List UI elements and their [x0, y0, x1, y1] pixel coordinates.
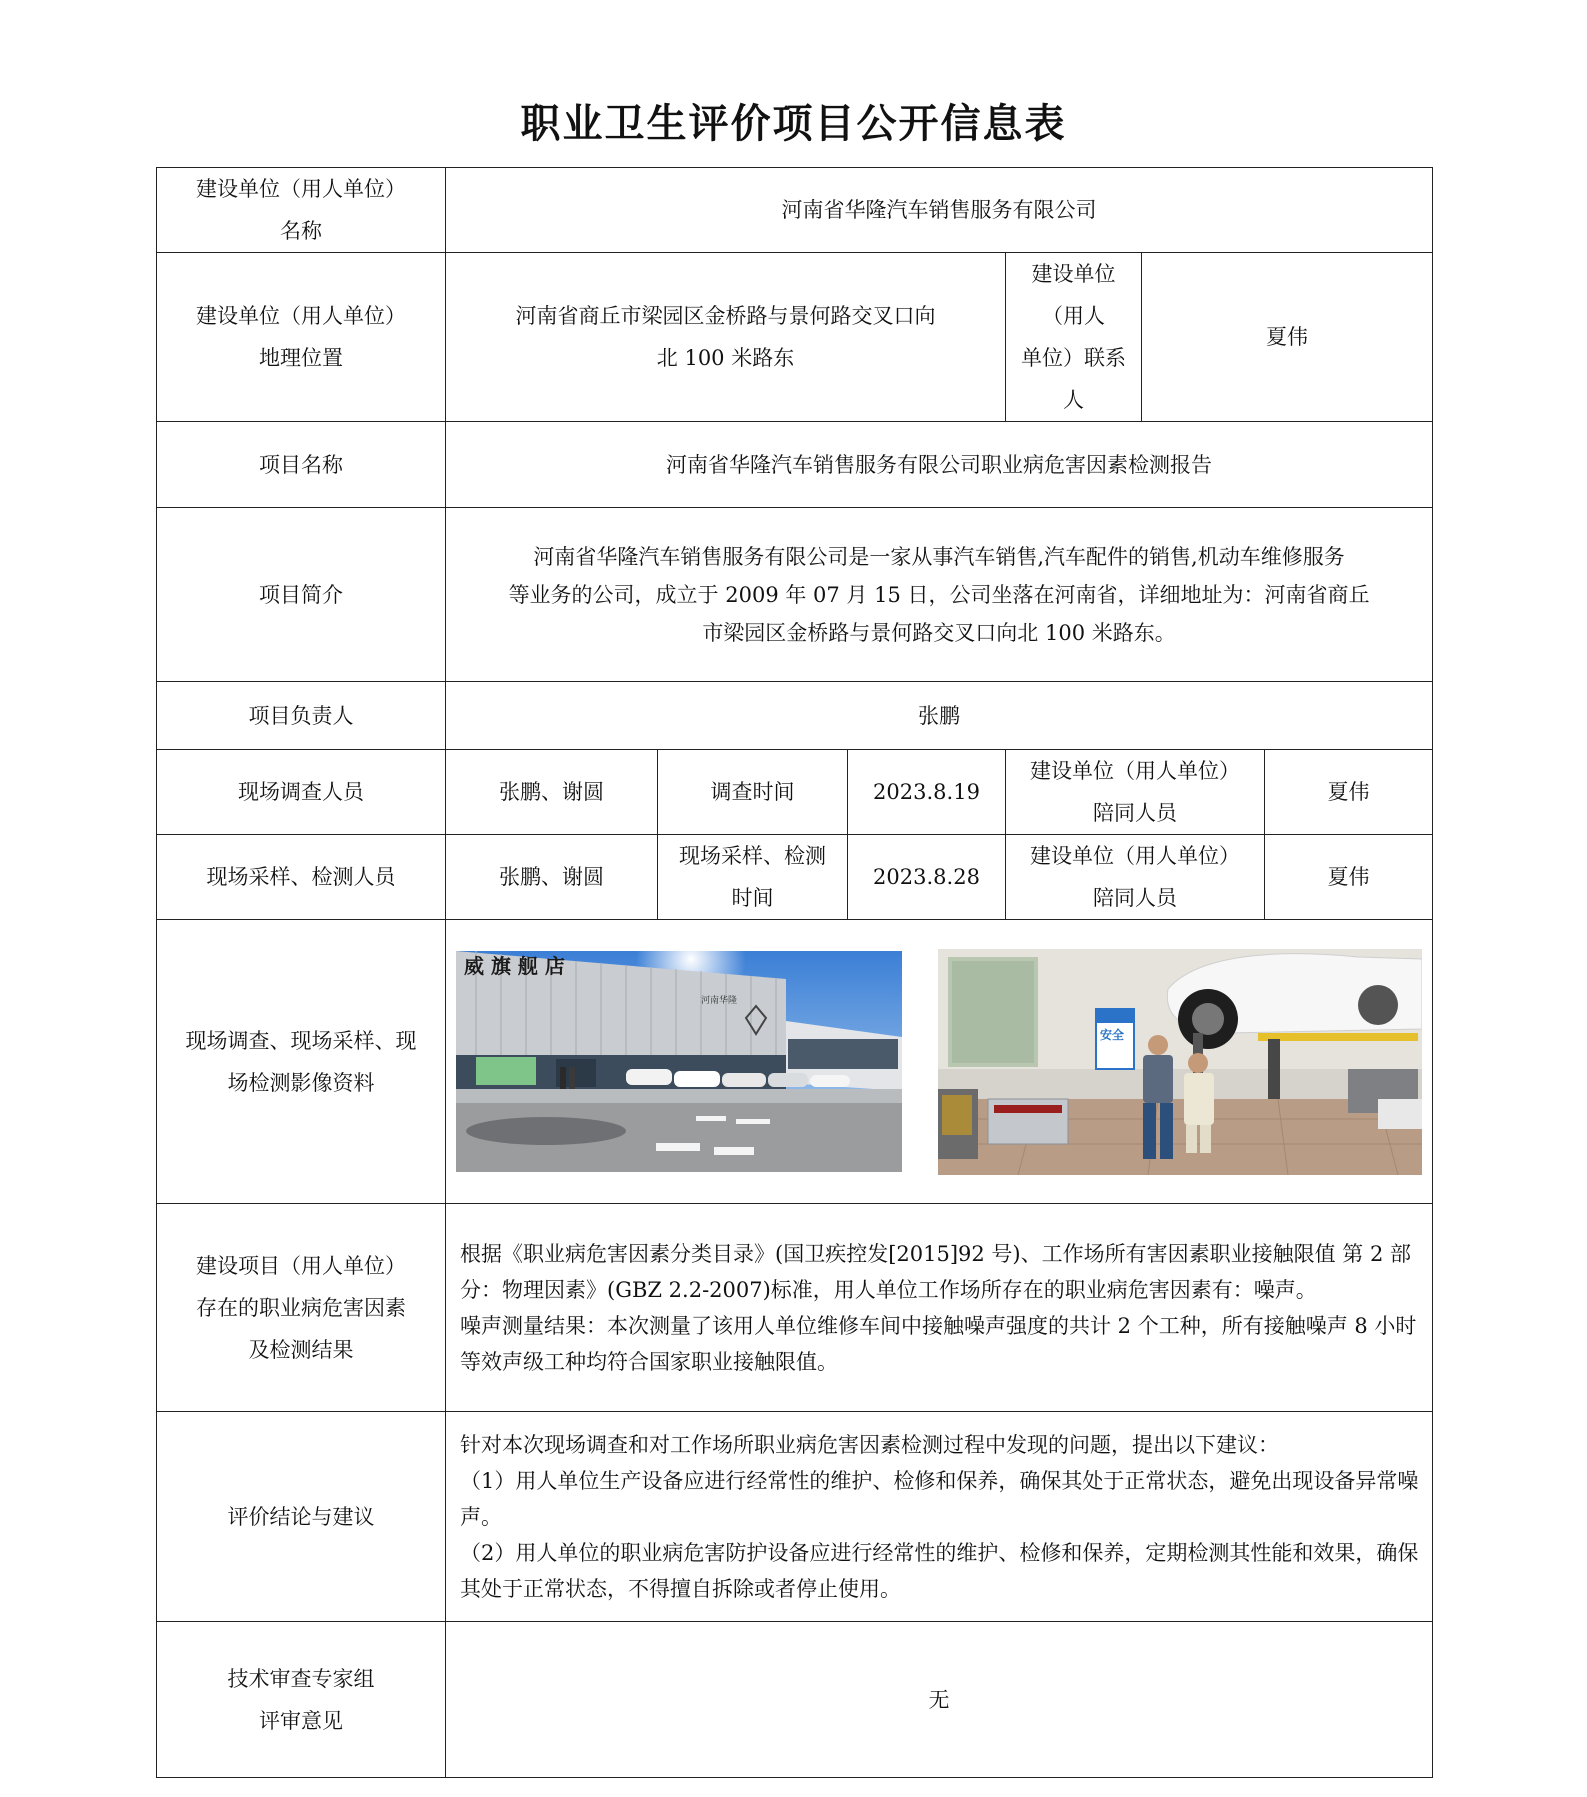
row-conclusion	[157, 1412, 1433, 1622]
survey-companion-label: 建设单位（用人单位） 陪同人员	[1006, 750, 1265, 835]
storefront-sign: 威 旗 舰 店	[464, 954, 565, 978]
unit-name-value: 河南省华隆汽车销售服务有限公司	[446, 168, 1433, 253]
review-label: 技术审查专家组 评审意见	[157, 1622, 446, 1778]
project-name-value: 河南省华隆汽车销售服务有限公司职业病危害因素检测报告	[446, 422, 1433, 508]
row-review	[157, 1622, 1433, 1778]
storefront-small-sign: 河南华隆	[701, 996, 738, 1006]
images-label: 现场调查、现场采样、现 场检测影像资料	[157, 920, 446, 1204]
sampling-label: 现场采样、检测人员	[157, 835, 446, 920]
row-project-name	[157, 422, 1433, 508]
project-name-label: 项目名称	[157, 422, 446, 508]
images-cell	[446, 920, 1433, 1204]
workshop-image	[938, 949, 1422, 1175]
conclusion-item-1: （1）用人单位生产设备应进行经常性的维护、检修和保养，确保其处于正常状态，避免出现设备异常噪声。	[460, 1468, 1419, 1529]
location-value: 河南省商丘市梁园区金桥路与景何路交叉口向 北 100 米路东	[446, 253, 1006, 422]
contact-value: 夏伟	[1142, 253, 1433, 422]
storefront-image	[456, 951, 902, 1172]
sampling-companion-label: 建设单位（用人单位） 陪同人员	[1006, 835, 1265, 920]
conclusion-label: 评价结论与建议	[157, 1412, 446, 1622]
hazards-result: 噪声测量结果：本次测量了该用人单位维修车间中接触噪声强度的共计 2 个工种，所有接触噪声 8 小时等效声级工种均符合国家职业接触限值。	[460, 1313, 1417, 1374]
survey-label: 现场调查人员	[157, 750, 446, 835]
survey-companion-value: 夏伟	[1265, 750, 1433, 835]
conclusion-item-2: （2）用人单位的职业病危害防护设备应进行经常性的维护、检修和保养，定期检测其性能和效果，确保其处于正常状态，不得擅自拆除或者停止使用。	[460, 1540, 1419, 1601]
review-value: 无	[446, 1622, 1433, 1778]
row-images	[157, 920, 1433, 1204]
project-intro-value: 河南省华隆汽车销售服务有限公司是一家从事汽车销售,汽车配件的销售,机动车维修服务 等业务的公司，成立于 2009 年 07 月 15 日，公司坐落在河南省，详细地址为：河南省商丘 市梁园区金桥路与景何路交叉口向北 100 米路东。	[446, 508, 1433, 682]
sampling-companion-value: 夏伟	[1265, 835, 1433, 920]
contact-label: 建设单位（用人 单位）联系人	[1006, 253, 1142, 422]
storefront-photo	[456, 951, 902, 1172]
row-location	[157, 253, 1433, 422]
conclusion-value	[446, 1412, 1433, 1622]
project-leader-value: 张鹏	[446, 682, 1433, 750]
hazards-label: 建设项目（用人单位） 存在的职业病危害因素 及检测结果	[157, 1204, 446, 1412]
row-project-intro	[157, 508, 1433, 682]
sampling-time-label: 现场采样、检测 时间	[658, 835, 848, 920]
page-title: 职业卫生评价项目公开信息表	[520, 101, 1067, 147]
info-table	[156, 167, 1433, 1778]
project-leader-label: 项目负责人	[157, 682, 446, 750]
sampling-time-value: 2023.8.28	[848, 835, 1006, 920]
row-sampling	[157, 835, 1433, 920]
project-intro-label: 项目简介	[157, 508, 446, 682]
conclusion-intro: 针对本次现场调查和对工作场所职业病危害因素检测过程中发现的问题，提出以下建议：	[460, 1432, 1279, 1457]
row-hazards	[157, 1204, 1433, 1412]
survey-people: 张鹏、谢圆	[446, 750, 658, 835]
sampling-people: 张鹏、谢圆	[446, 835, 658, 920]
unit-name-label: 建设单位（用人单位） 名称	[157, 168, 446, 253]
photo-strip	[452, 949, 1426, 1175]
location-label: 建设单位（用人单位） 地理位置	[157, 253, 446, 422]
survey-time-label: 调查时间	[658, 750, 848, 835]
safety-sign: 安全	[1100, 1027, 1125, 1042]
survey-time-value: 2023.8.19	[848, 750, 1006, 835]
row-project-leader	[157, 682, 1433, 750]
row-survey	[157, 750, 1433, 835]
hazards-value	[446, 1204, 1433, 1412]
workshop-photo	[938, 949, 1422, 1175]
hazards-basis: 根据《职业病危害因素分类目录》(国卫疾控发[2015]92 号)、工作场所有害因素职业接触限值 第 2 部分：物理因素》(GBZ 2.2-2007)标准，用人单位工作场所存在的职业病危害因素有：噪声。	[460, 1241, 1411, 1302]
row-unit-name	[157, 168, 1433, 253]
